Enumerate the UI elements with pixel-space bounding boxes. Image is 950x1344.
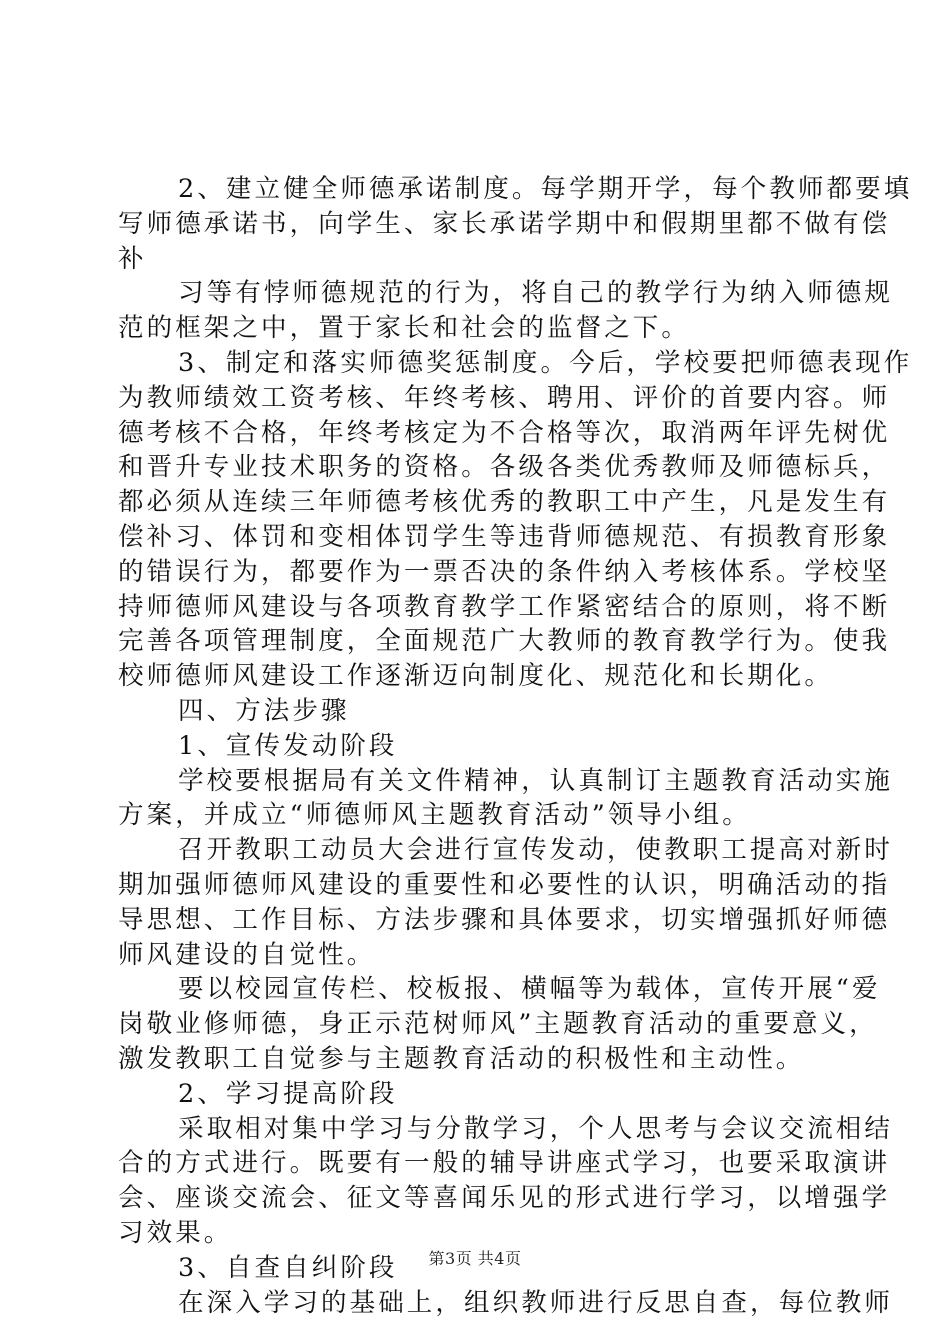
- paragraph-line: 写师德承诺书，向学生、家长承诺学期中和假期里都不做有偿: [118, 208, 891, 239]
- paragraph-line: 期加强师德师风建设的重要性和必要性的认识，明确活动的指: [118, 869, 891, 900]
- paragraph-line: 方案，并成立“师德师风主题教育活动”领导小组。: [118, 800, 751, 831]
- paragraph-line: 校师德师风建设工作逐渐迈向制度化、规范化和长期化。: [118, 661, 834, 692]
- paragraph-line: 完善各项管理制度，全面规范广大教师的教育教学行为。使我: [118, 626, 891, 657]
- paragraph-line: 召开教职工动员大会进行宣传发动，使教职工提高对新时: [178, 835, 894, 866]
- paragraph-line: 要以校园宣传栏、校板报、横幅等为载体，宣传开展“爱: [178, 974, 881, 1005]
- paragraph-line: 3、制定和落实师德奖惩制度。今后，学校要把师德表现作: [178, 347, 913, 378]
- paragraph-line: 岗敬业修师德，身正示范树师风”主题教育活动的重要意义，: [118, 1009, 878, 1040]
- paragraph-line: 和晋升专业技术职务的资格。各级各类优秀教师及师德标兵，: [118, 452, 891, 483]
- paragraph-line: 范的框架之中，置于家长和社会的监督之下。: [118, 313, 691, 344]
- paragraph-line: 习等有悖师德规范的行为，将自己的教学行为纳入师德规: [178, 278, 894, 309]
- paragraph-line: 的错误行为，都要作为一票否决的条件纳入考核体系。学校坚: [118, 556, 891, 587]
- paragraph-line: 德考核不合格，年终考核定为不合格等次，取消两年评先树优: [118, 417, 891, 448]
- page-footer: 第3页 共4页: [428, 1249, 522, 1268]
- subsection-heading: 2、学习提高阶段: [178, 1078, 398, 1109]
- paragraph-line: 导思想、工作目标、方法步骤和具体要求，切实增强抓好师德: [118, 904, 891, 935]
- paragraph-line: 为教师绩效工资考核、年终考核、聘用、评价的首要内容。师: [118, 382, 891, 413]
- paragraph-line: 会、座谈交流会、征文等喜闻乐见的形式进行学习，以增强学: [118, 1183, 891, 1214]
- paragraph-line: 2、建立健全师德承诺制度。每学期开学，每个教师都要填: [178, 174, 913, 204]
- paragraph-line: 补: [118, 243, 147, 274]
- paragraph-line: 激发教职工自觉参与主题教育活动的积极性和主动性。: [118, 1043, 805, 1074]
- subsection-heading: 3、自查自纠阶段: [178, 1252, 398, 1283]
- paragraph-line: 都必须从连续三年师德考核优秀的教职工中产生，凡是发生有: [118, 487, 891, 518]
- section-heading: 四、方法步骤: [178, 695, 350, 726]
- paragraph-line: 偿补习、体罚和变相体罚学生等违背师德规范、有损教育形象: [118, 521, 891, 552]
- paragraph-line: 习效果。: [118, 1217, 233, 1248]
- paragraph-line: 学校要根据局有关文件精神，认真制订主题教育活动实施: [178, 765, 894, 796]
- paragraph-line: 持师德师风建设与各项教育教学工作紧密结合的原则，将不断: [118, 591, 891, 622]
- paragraph-line: 师风建设的自觉性。: [118, 939, 376, 970]
- paragraph-line: 在深入学习的基础上，组织教师进行反思自查，每位教师: [178, 1287, 894, 1318]
- subsection-heading: 1、宣传发动阶段: [178, 730, 398, 761]
- document-body: [118, 172, 913, 1320]
- paragraph-line: 采取相对集中学习与分散学习，个人思考与会议交流相结: [178, 1113, 894, 1144]
- paragraph-line: 合的方式进行。既要有一般的辅导讲座式学习，也要采取演讲: [118, 1148, 891, 1179]
